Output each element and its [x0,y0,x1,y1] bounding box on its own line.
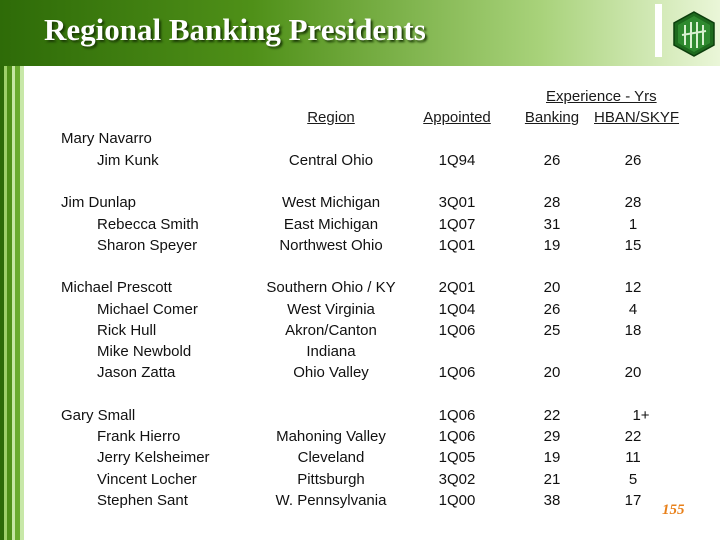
row-name: Jerry Kelsheimer [97,449,210,466]
row-banking: 25 [543,322,561,339]
row-appointed: 1Q00 [438,492,476,509]
row-name: Mary Navarro [61,130,152,147]
row-hban: 4 [628,301,638,318]
row-region: West Virginia [287,301,375,318]
row-hban: 12 [624,279,642,296]
row-region: Southern Ohio / KY [266,279,396,296]
row-name: Michael Prescott [61,279,172,296]
row-name: Michael Comer [97,301,198,318]
row-name: Frank Hierro [97,428,181,445]
row-name: Sharon Speyer [97,237,198,254]
row-hban: 11 [625,449,641,466]
row-appointed: 1Q05 [438,449,476,466]
row-appointed: 3Q01 [438,194,476,211]
header-region: Region [307,109,355,126]
row-region: Ohio Valley [293,364,369,381]
row-name: Jim Dunlap [61,194,137,211]
row-appointed: 1Q04 [438,301,476,318]
row-banking: 26 [543,152,561,169]
row-region: W. Pennsylvania [275,492,387,509]
row-appointed: 1Q07 [438,216,476,233]
header-hban-skyf: HBAN/SKYF [594,109,680,126]
row-appointed: 3Q02 [438,471,476,488]
row-banking: 20 [543,364,561,381]
row-name: Jason Zatta [97,364,176,381]
row-appointed: 1Q06 [438,322,476,339]
page-number: 155 [662,502,685,518]
row-region: Indiana [306,343,356,360]
header-experience: Experience - Yrs [546,88,657,105]
row-hban: 1 [628,216,638,233]
row-region: West Michigan [281,194,381,211]
row-appointed: 1Q06 [438,407,476,424]
row-name: Mike Newbold [97,343,192,360]
row-hban: 15 [624,237,642,254]
row-name: Jim Kunk [97,152,159,169]
row-name: Rick Hull [97,322,157,339]
row-name: Rebecca Smith [97,216,199,233]
row-hban: 20 [624,364,642,381]
header-divider [655,4,662,57]
row-region: Pittsburgh [297,471,365,488]
row-banking: 21 [543,471,561,488]
row-region: Northwest Ohio [279,237,383,254]
row-hban: 1+ [632,407,650,424]
row-banking: 19 [543,237,561,254]
row-hban: 17 [624,492,642,509]
row-banking: 19 [543,449,561,466]
row-region: Mahoning Valley [276,428,386,445]
row-region: Cleveland [297,449,365,466]
header-appointed: Appointed [423,109,491,126]
row-name: Stephen Sant [97,492,188,509]
row-banking: 28 [543,194,561,211]
row-appointed: 1Q01 [438,237,476,254]
row-appointed: 1Q06 [438,428,476,445]
row-name: Vincent Locher [97,471,197,488]
row-appointed: 2Q01 [438,279,476,296]
row-banking: 31 [543,216,561,233]
row-hban: 22 [624,428,642,445]
row-banking: 29 [543,428,561,445]
row-appointed: 1Q06 [438,364,476,381]
side-decoration [0,0,24,540]
row-region: Akron/Canton [285,322,377,339]
row-name: Gary Small [61,407,136,424]
row-banking: 20 [543,279,561,296]
row-hban: 5 [628,471,638,488]
page-title: Regional Banking Presidents [44,12,426,47]
row-region: East Michigan [283,216,379,233]
row-appointed: 1Q94 [438,152,476,169]
header-banking: Banking [524,109,580,126]
row-region: Central Ohio [288,152,374,169]
row-banking: 26 [543,301,561,318]
row-banking: 38 [543,492,561,509]
row-hban: 28 [624,194,642,211]
row-hban: 18 [624,322,642,339]
bank-logo-icon [672,11,716,57]
row-banking: 22 [543,407,561,424]
row-hban: 26 [624,152,642,169]
